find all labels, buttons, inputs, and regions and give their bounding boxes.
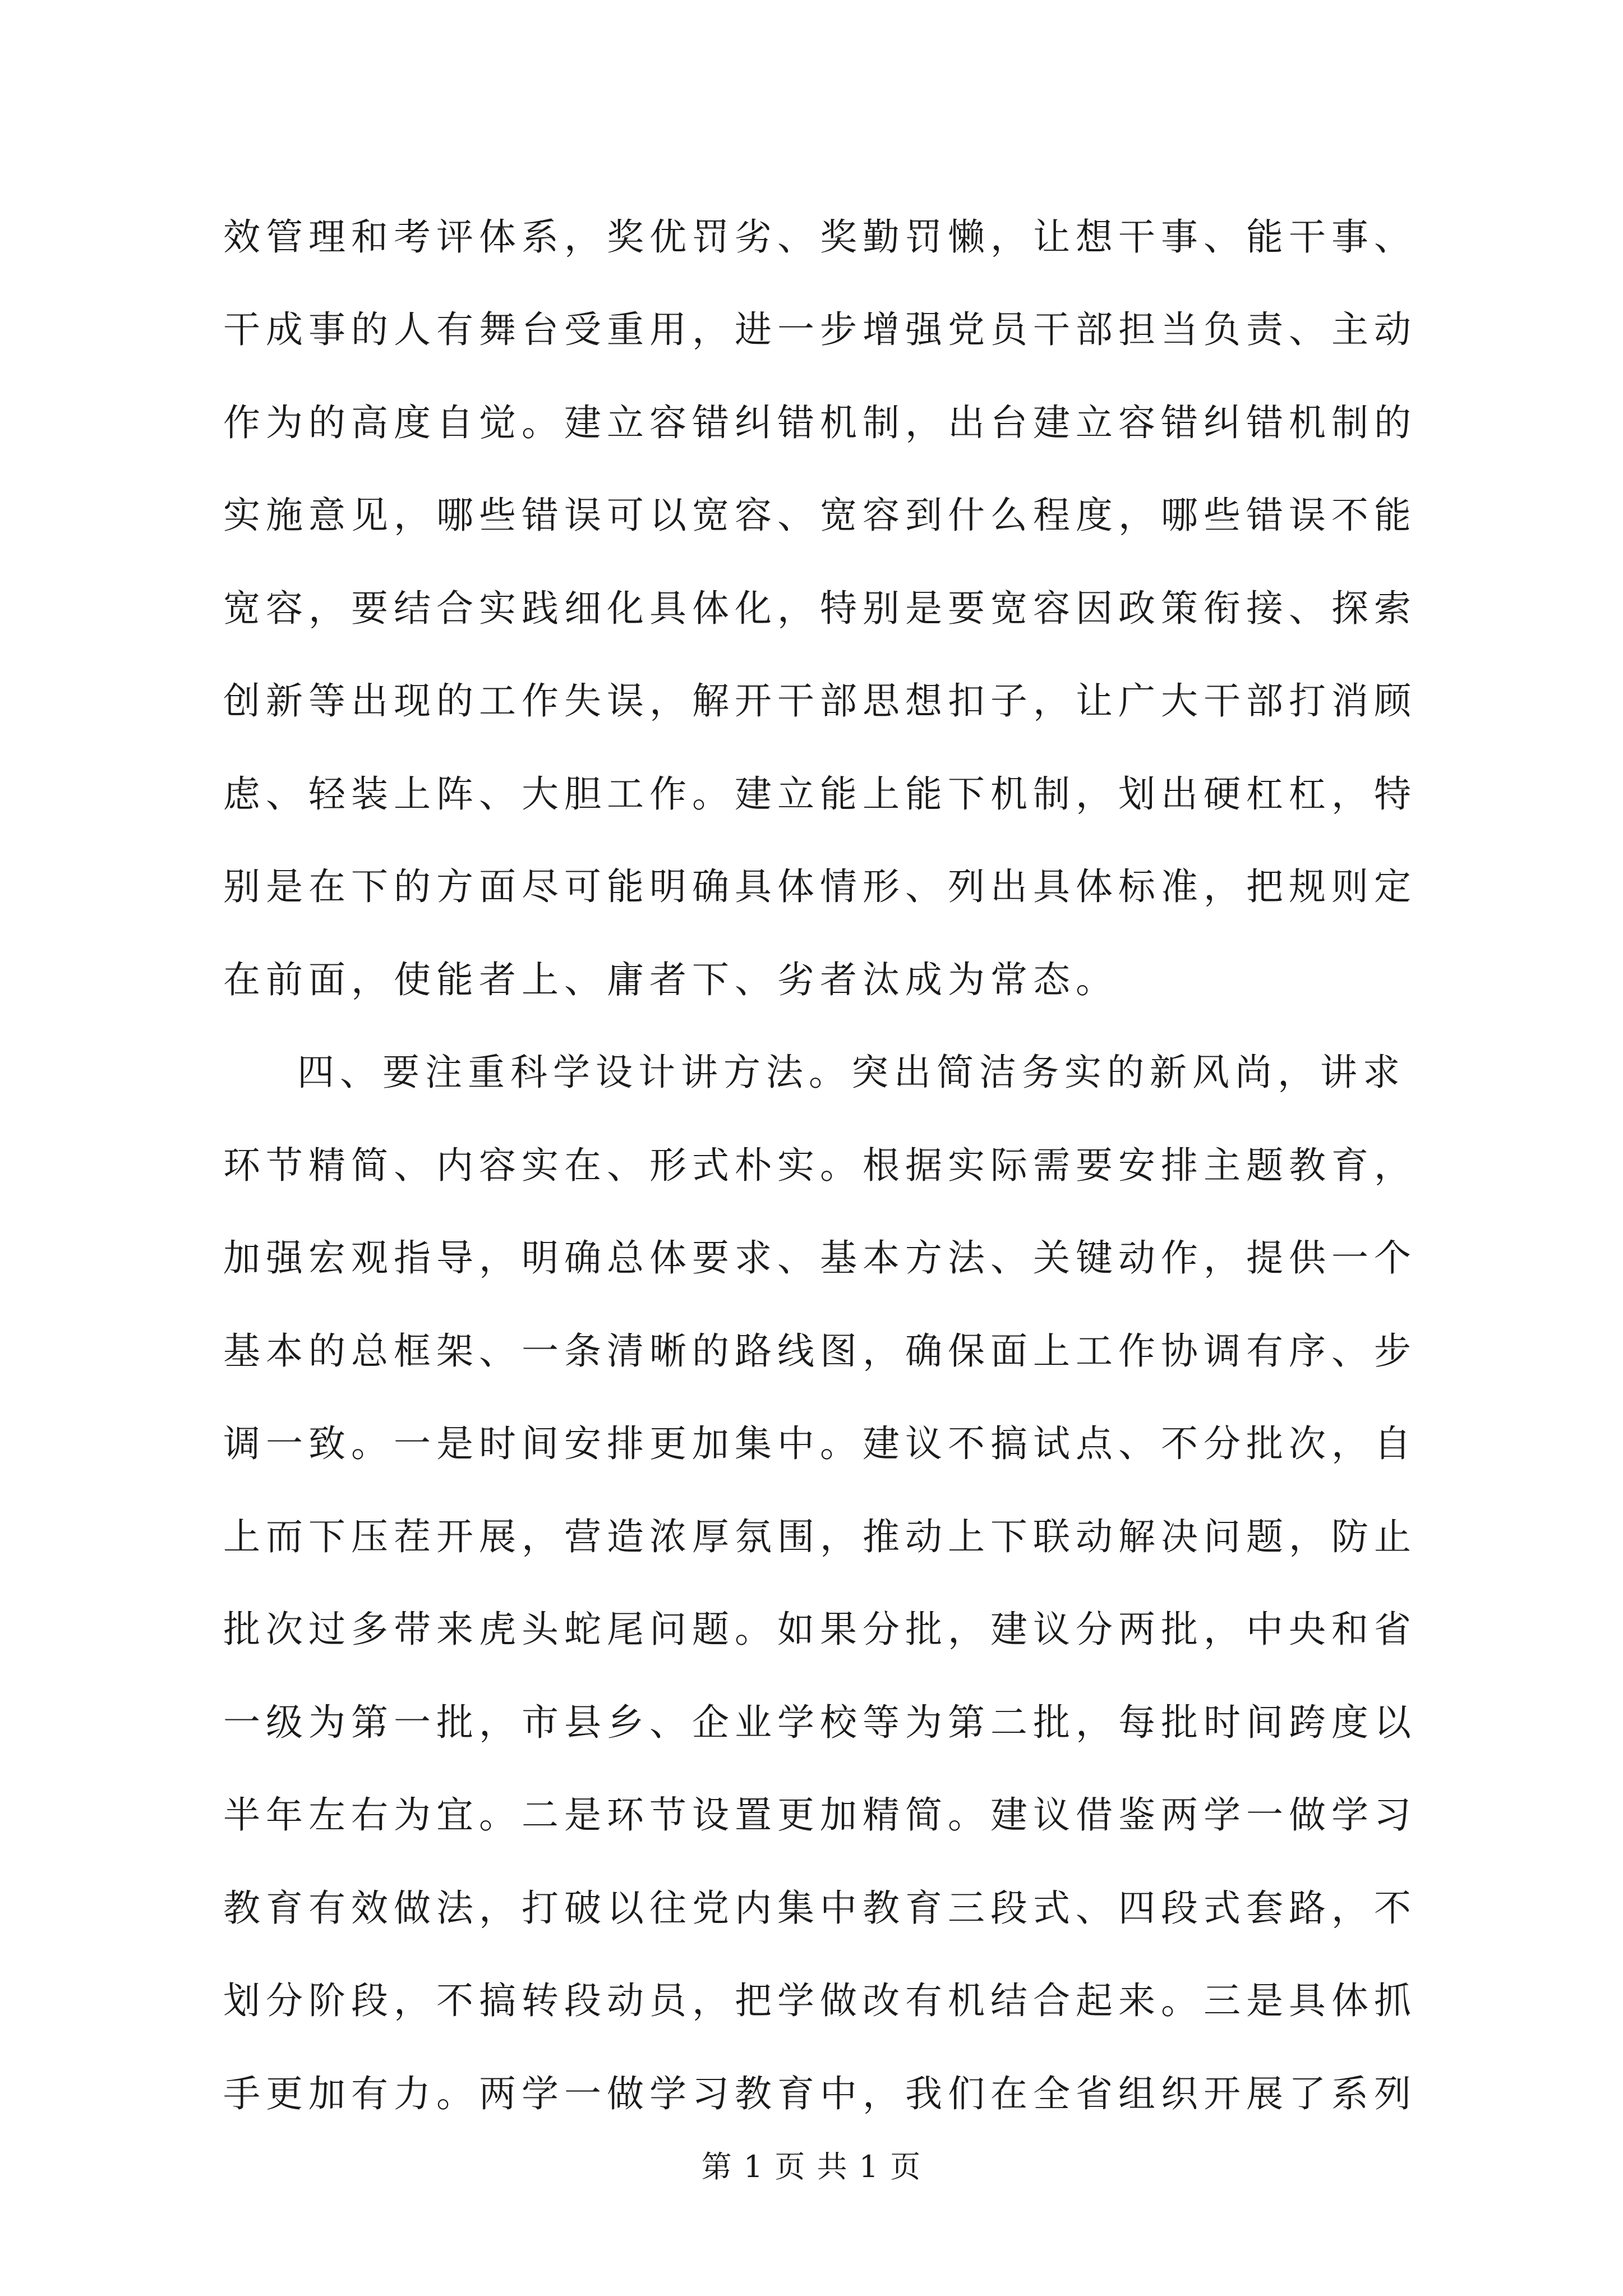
body-text-line: 别是在下的方面尽可能明确具体情形、列出具体标准，把规则定 (223, 865, 1417, 908)
body-text-line: 作为的高度自觉。建立容错纠错机制，出台建立容错纠错机制的 (223, 401, 1417, 444)
body-text-line: 划分阶段，不搞转段动员，把学做改有机结合起来。三是具体抓 (223, 1979, 1417, 2022)
body-text-line: 批次过多带来虎头蛇尾问题。如果分批，建议分两批，中央和省 (223, 1608, 1417, 1651)
page-footer: 第 1 页 共 1 页 (701, 2149, 922, 2184)
body-text-line: 在前面，使能者上、庸者下、劣者汰成为常态。 (223, 958, 1118, 1001)
body-text-line: 调一致。一是时间安排更加集中。建议不搞试点、不分批次，自 (223, 1422, 1417, 1465)
body-text-line: 效管理和考评体系，奖优罚劣、奖勤罚懒，让想干事、能干事、 (223, 215, 1417, 259)
body-text-line: 加强宏观指导，明确总体要求、基本方法、关键动作，提供一个 (223, 1236, 1417, 1280)
body-text-line: 虑、轻装上阵、大胆工作。建立能上能下机制，划出硬杠杠，特 (223, 772, 1417, 816)
body-text-line: 一级为第一批，市县乡、企业学校等为第二批，每批时间跨度以 (223, 1701, 1417, 1744)
body-text-line: 上而下压茬开展，营造浓厚氛围，推动上下联动解决问题，防止 (223, 1515, 1417, 1558)
body-text-line: 宽容，要结合实践细化具体化，特别是要宽容因政策衔接、探索 (223, 587, 1417, 630)
body-text-line: 环节精简、内容实在、形式朴实。根据实际需要安排主题教育， (223, 1144, 1417, 1187)
body-text-line: 教育有效做法，打破以往党内集中教育三段式、四段式套路，不 (223, 1887, 1417, 1930)
body-text-line: 创新等出现的工作失误，解开干部思想扣子，让广大干部打消顾 (223, 679, 1417, 723)
body-text-line: 干成事的人有舞台受重用，进一步增强党员干部担当负责、主动 (223, 308, 1417, 351)
body-text-line: 手更加有力。两学一做学习教育中，我们在全省组织开展了系列 (223, 2072, 1417, 2115)
body-text-line: 基本的总框架、一条清晰的路线图，确保面上工作协调有序、步 (223, 1329, 1417, 1373)
section-heading-line: 四、要注重科学设计讲方法。突出简洁务实的新风尚，讲求 (297, 1051, 1405, 1094)
body-text-line: 实施意见，哪些错误可以宽容、宽容到什么程度，哪些错误不能 (223, 494, 1417, 537)
body-text-line: 半年左右为宜。二是环节设置更加精简。建议借鉴两学一做学习 (223, 1793, 1417, 1837)
